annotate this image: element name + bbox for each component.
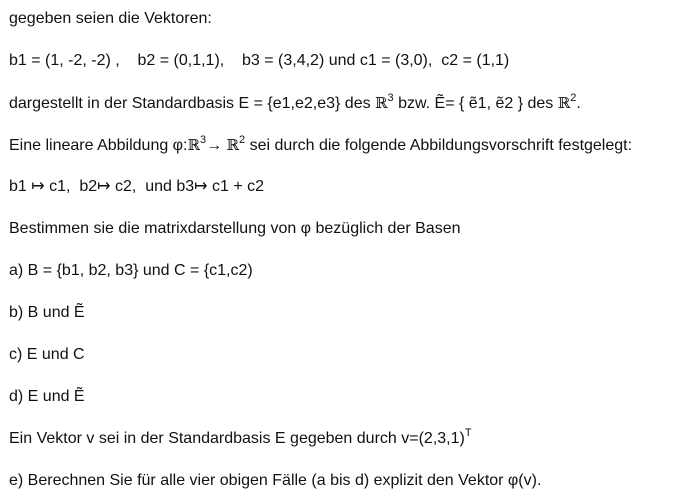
vector-v-line	[9, 429, 472, 449]
mapping-text: Eine lineare Abbildung φ:	[9, 137, 188, 154]
mapping-rule: b1 ↦ c1, b2↦ c2, und b3↦ c1 + c2	[9, 178, 265, 195]
intro-line: gegeben seien die Vektoren:	[9, 10, 212, 27]
task-a: a) B = {b1, b2, b3} und C = {c1,c2)	[9, 262, 253, 279]
real-numbers-symbol: ℝ	[375, 94, 388, 112]
exponent: 3	[387, 92, 394, 104]
real-numbers-symbol-2: ℝ	[557, 94, 571, 112]
basis-text: dargestellt in der Standardbasis E = {e1,e2,e3} des	[9, 95, 376, 112]
task-instruction: Bestimmen sie die matrixdarstellung von φ bezüglich der Basen	[9, 220, 461, 237]
task-b: b) B und Ẽ	[9, 304, 85, 321]
exponent-2: 2	[570, 92, 577, 104]
period: .	[576, 95, 581, 112]
real-numbers-symbol-codomain: ℝ	[226, 136, 240, 154]
task-d: d) E und Ẽ	[9, 388, 85, 405]
basis-line	[9, 93, 581, 114]
codomain-exponent: 2	[239, 134, 246, 146]
vector-definitions: b1 = (1, -2, -2) , b2 = (0,1,1), b3 = (3,4,2) und c1 = (3,0), c2 = (1,1)	[9, 52, 510, 69]
transpose-superscript: T	[464, 427, 472, 439]
basis-text-2: bzw. Ẽ= { ẽ1, ẽ2 } des	[393, 95, 558, 112]
task-c: c) E und C	[9, 346, 85, 363]
vector-v-text: Ein Vektor v sei in der Standardbasis E gegeben durch v=(2,3,1)	[9, 430, 465, 447]
mapping-text-2: sei durch die folgende Abbildungsvorschrift festgelegt:	[245, 137, 633, 154]
domain-exponent: 3	[199, 134, 207, 146]
task-e: e) Berechnen Sie für alle vier obigen Fälle (a bis d) explizit den Vektor φ(v).	[9, 472, 542, 489]
mapping-definition-line	[9, 135, 632, 156]
real-numbers-symbol-domain: ℝ	[187, 136, 200, 154]
arrow: →	[206, 137, 227, 154]
